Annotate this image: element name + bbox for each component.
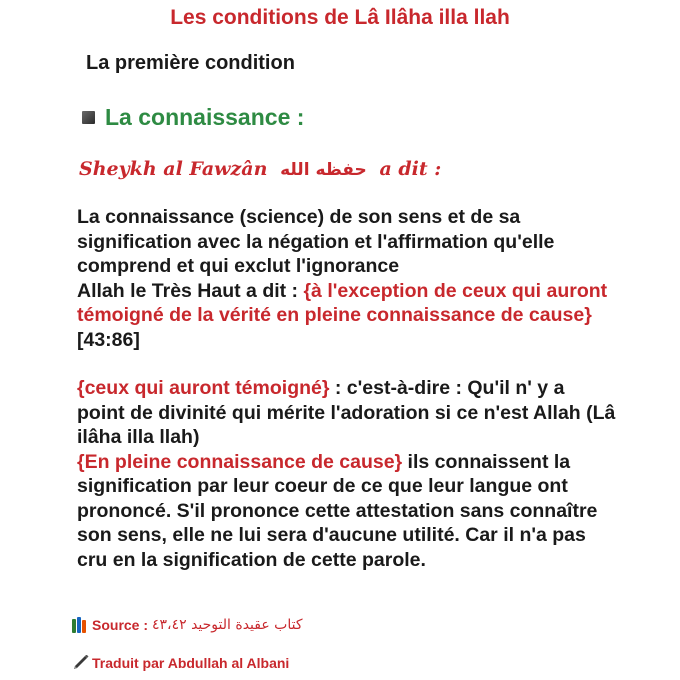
verse-reference: [43:86] bbox=[77, 328, 140, 351]
author-line bbox=[79, 158, 441, 180]
section-heading bbox=[82, 104, 304, 131]
translator-text: Traduit par Abdullah al Albani bbox=[92, 655, 290, 671]
quote-knowledge: {En pleine connaissance de cause} bbox=[77, 450, 403, 473]
section-label: La connaissance : bbox=[105, 104, 305, 130]
source-arabic: كتاب عقيدة التوحيد ٤٣،٤٢ bbox=[152, 617, 303, 633]
paragraph-2 bbox=[77, 376, 617, 572]
explanation-2: ils connaissent la signification par leur coeur de ce que leur langue ont prononcé. S'il prononce cette attestation sans connaître son sens, elle ne lui sera d'aucune utilité. Car il n'a pas cru en la signification de cette parole. bbox=[77, 450, 598, 571]
author-honorific-arabic: حفظه الله bbox=[280, 160, 367, 180]
black-square-icon bbox=[82, 111, 95, 124]
books-icon bbox=[72, 617, 90, 633]
author-said: a dit : bbox=[379, 158, 442, 180]
condition-subtitle: La première condition bbox=[86, 52, 295, 74]
explanation-1: : c'est-à-dire : Qu'il n' y a point de divinité qui mérite l'adoration si ce n'est Allah (Lâ ilâha illa llah) bbox=[77, 377, 616, 448]
source-label: Source : bbox=[92, 617, 149, 633]
quote-witnesses: {ceux qui auront témoigné} bbox=[77, 377, 330, 399]
paragraph-1 bbox=[77, 205, 617, 352]
verse-lead: Allah le Très Haut a dit : bbox=[77, 279, 304, 302]
author-name: Sheykh al Fawzân bbox=[79, 158, 268, 180]
definition-text: La connaissance (science) de son sens et de sa signification avec la négation et l'affirmation qu'elle comprend et qui exclut l'ignorance bbox=[77, 206, 555, 277]
verse-quote: {à l'exception de ceux qui auront témoigné de la vérité en pleine connaissance de cause} bbox=[77, 279, 608, 326]
body-text bbox=[77, 205, 617, 572]
page-title: Les conditions de Lâ Ilâha illa llah bbox=[170, 6, 510, 29]
translator-line bbox=[72, 655, 289, 671]
pen-icon bbox=[72, 655, 90, 671]
source-line bbox=[72, 617, 303, 633]
